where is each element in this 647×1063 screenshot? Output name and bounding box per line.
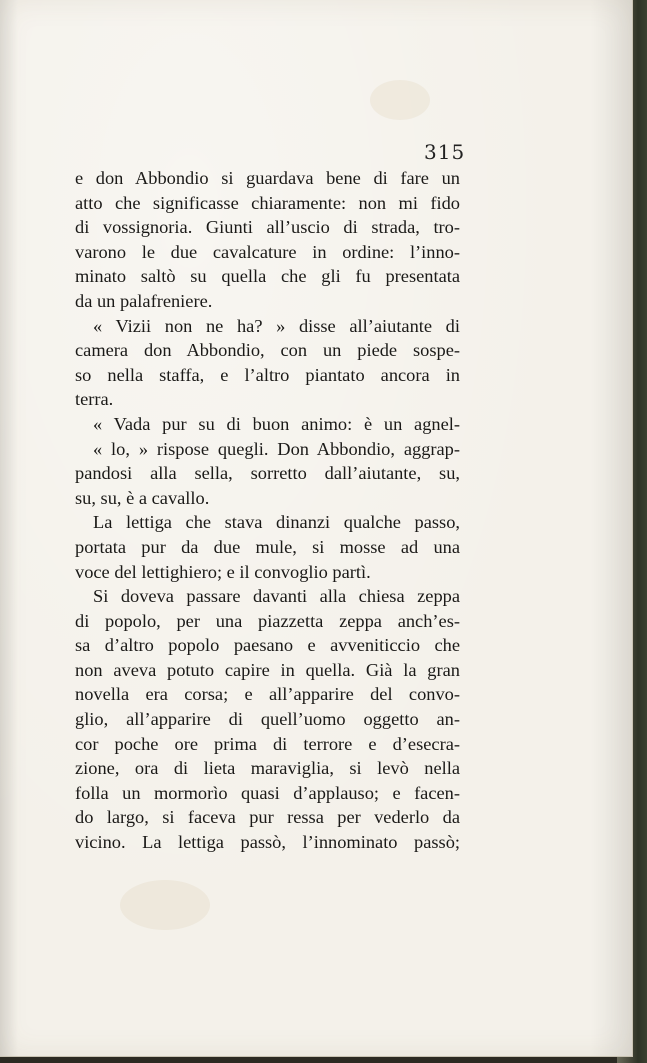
text-line: « Vizii non ne ha? » disse all’aiutante di bbox=[93, 315, 460, 336]
text-line: minato saltò su quella che gli fu presentata bbox=[75, 266, 460, 287]
text-line: pandosi alla sella, sorretto dall’aiutante, su, bbox=[75, 463, 460, 484]
text-line: su, su, è a cavallo. bbox=[75, 487, 210, 508]
text-line: atto che significasse chiaramente: non mi fido bbox=[75, 192, 460, 213]
text-line: « Vada pur su di buon animo: è un agnel- bbox=[93, 413, 460, 434]
body-text bbox=[75, 166, 460, 855]
text-line: folla un mormorìo quasi d’applauso; e facen- bbox=[75, 782, 460, 803]
page-number: 315 bbox=[424, 140, 466, 164]
paper-stain bbox=[120, 880, 210, 930]
text-line: Si doveva passare davanti alla chiesa zeppa bbox=[93, 586, 460, 607]
text-line: cor poche ore prima di terrore e d’esecra- bbox=[75, 733, 460, 754]
paper-stain bbox=[370, 80, 430, 120]
text-line: vicino. La lettiga passò, l’innominato passò; bbox=[75, 832, 460, 853]
text-line: di popolo, per una piazzetta zeppa anch’es- bbox=[75, 610, 460, 631]
text-line: novella era corsa; e all’apparire del convo- bbox=[75, 684, 460, 705]
text-line: La lettiga che stava dinanzi qualche passo, bbox=[93, 512, 460, 533]
text-line: varono le due cavalcature in ordine: l’inno- bbox=[75, 241, 460, 262]
text-line: di vossignoria. Giunti all’uscio di strada, tro- bbox=[75, 217, 460, 238]
text-line: voce del lettighiero; e il convoglio partì. bbox=[75, 561, 371, 582]
text-line: e don Abbondio si guardava bene di fare un bbox=[75, 168, 460, 188]
text-line: non aveva potuto capire in quella. Già la gran bbox=[75, 659, 460, 680]
text-line: so nella staffa, e l’altro piantato ancora in bbox=[75, 364, 460, 385]
text-line: portata pur da due mule, si mosse ad una bbox=[75, 536, 460, 557]
text-line: glio, all’apparire di quell’uomo oggetto an- bbox=[75, 709, 460, 730]
text-line: terra. bbox=[75, 389, 114, 410]
text-line: do largo, si faceva pur ressa per vederlo da bbox=[75, 807, 460, 828]
text-line: zione, ora di lieta maraviglia, si levò nella bbox=[75, 758, 460, 779]
text-line: da un palafreniere. bbox=[75, 290, 213, 311]
text-line: camera don Abbondio, con un piede sospe- bbox=[75, 340, 460, 361]
text-line: « lo, » rispose quegli. Don Abbondio, aggrap- bbox=[93, 438, 460, 459]
text-line: sa d’altro popolo paesano e avveniticcio che bbox=[75, 635, 460, 656]
